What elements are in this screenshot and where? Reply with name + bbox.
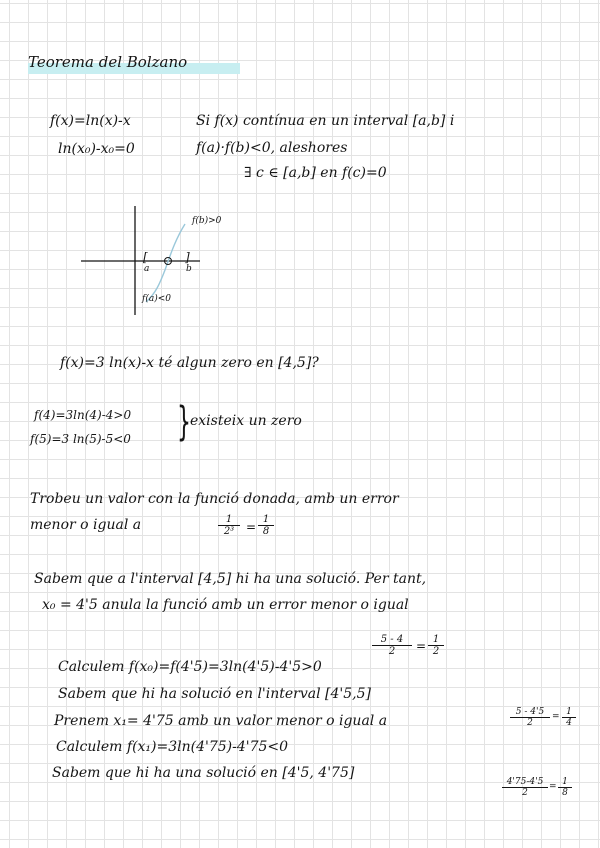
margin-fraction-1-result [428,634,444,657]
margin-frac3-result-numerator: 1 [562,777,568,787]
solution-line2: x₀ = 4'5 anula la funció amb un error menor o igual [42,597,409,613]
margin-frac1-result-denominator: 2 [432,646,440,657]
task-frac1-numerator: 1 [225,514,233,525]
task-equals: = [246,520,257,534]
theorem-function: f(x)=ln(x)-x [50,113,131,129]
solution-step5: Sabem que hi ha una solució en [4'5, 4'75] [52,765,355,781]
solution-step2: Sabem que hi ha solució en l'interval [4'5,5] [58,686,371,702]
solution-step3: Prenem x₁= 4'75 amb un valor menor o igual a [54,713,388,729]
task-line1: Trobeu un valor con la funció donada, amb un error [30,491,399,507]
margin-frac3-result-denominator: 8 [562,788,568,798]
margin-frac1-equals: = [416,639,427,653]
theorem-statement-line1: Si f(x) contínua en un interval [a,b] i [196,113,455,129]
curly-brace: } [177,399,191,445]
task-frac1-denominator: 2³ [223,526,235,537]
eval-f4: f(4)=3ln(4)-4>0 [34,408,132,422]
margin-frac1-numerator: 5 - 4 [380,634,404,645]
page-title: Teorema del Bolzano [28,53,188,71]
margin-fraction-3 [502,777,548,798]
title-block [28,52,187,72]
task-frac2-numerator: 1 [262,514,270,525]
margin-frac3-denominator: 2 [522,788,528,798]
theorem-statement-line3: ∃ c ∈ [a,b] en f(c)=0 [244,165,387,181]
task-fraction-2 [258,514,274,537]
margin-frac2-equals: = [552,712,560,722]
task-fraction-1 [218,514,240,537]
margin-frac3-numerator: 4'75-4'5 [506,777,544,787]
margin-fraction-3-result [558,777,572,798]
theorem-statement-line2: f(a)·f(b)<0, aleshores [196,140,348,156]
bracket-left: [ [143,250,148,264]
solution-step1: Calculem f(x₀)=f(4'5)=3ln(4'5)-4'5>0 [58,659,322,675]
label-fa-negative: f(a)<0 [142,294,171,304]
question-line: f(x)=3 ln(x)-x té algun zero en [4,5]? [60,355,319,371]
margin-fraction-2-result [562,707,576,728]
task-line2: menor o igual a [30,517,142,533]
solution-step4: Calculem f(x₁)=3ln(4'75)-4'75<0 [56,739,289,755]
label-b: b [186,264,192,274]
label-a: a [144,264,150,274]
margin-frac2-denominator: 2 [527,718,533,728]
margin-fraction-1 [372,634,412,657]
eval-f5: f(5)=3 ln(5)-5<0 [30,432,131,446]
eval-conclusion: existeix un zero [190,413,302,429]
margin-frac2-result-denominator: 4 [566,718,572,728]
margin-frac1-result-numerator: 1 [432,634,440,645]
label-fb-positive: f(b)>0 [192,216,222,226]
task-frac2-denominator: 8 [262,526,270,537]
theorem-equation: ln(x₀)-x₀=0 [58,141,135,157]
solution-line1: Sabem que a l'interval [4,5] hi ha una solució. Per tant, [34,571,427,587]
margin-frac2-numerator: 5 - 4'5 [515,707,545,717]
margin-frac1-denominator: 2 [388,646,396,657]
bracket-right: ] [185,250,190,264]
margin-fraction-2 [510,707,550,728]
margin-frac2-result-numerator: 1 [566,707,572,717]
margin-frac3-equals: = [549,782,557,792]
